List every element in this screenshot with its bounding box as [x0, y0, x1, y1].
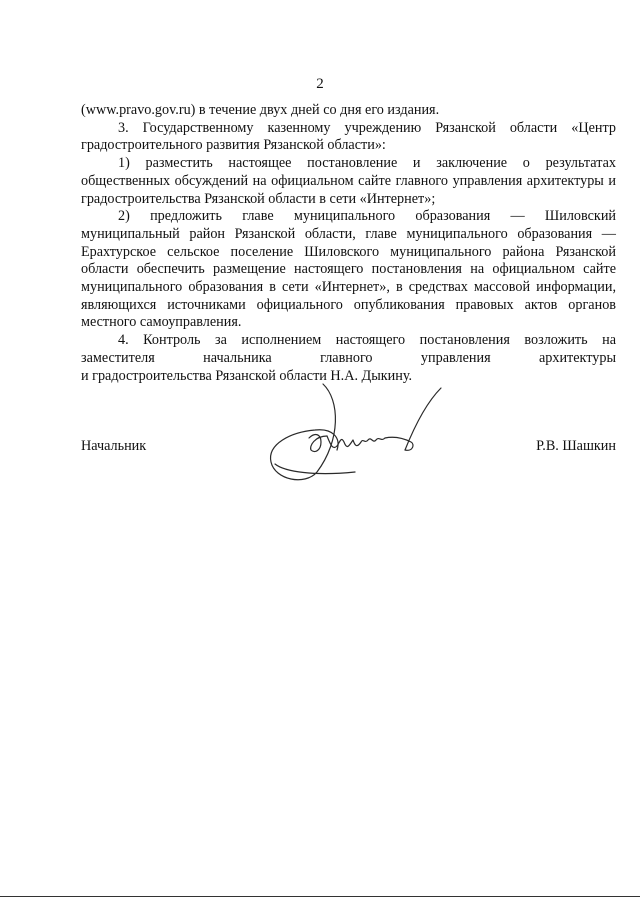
signatory-name: Р.В. Шашкин	[536, 438, 616, 454]
signatory-title: Начальник	[81, 438, 147, 454]
document-body	[81, 102, 616, 385]
page-number: 2	[316, 76, 324, 92]
paragraph-3-2: 2) предложить главе муниципального образования — Шиловский муниципальный район Рязанской области, главе муниципального образования — Ерахтурское сельское поселение Шиловского муниципального района Рязанской области обеспечить размещение настоящего постановления на официальном сайте муниципального образования в сети «Интернет», в средствах массовой информации, являющихся источниками официального опубликования правовых актов органов местного самоуправления.	[81, 208, 616, 331]
paragraph-4-line-1: 4. Контроль за исполнением настоящего постановления возложить на заместителя начальника главного управления архитектуры	[81, 332, 616, 366]
signature-block	[81, 438, 616, 498]
paragraph-3-1: 1) разместить настоящее постановление и заключение о результатах общественных обсуждений на официальном сайте главного управления архитектуры и градостроительства Рязанской области в сети «Интернет»;	[81, 155, 616, 207]
paragraph-continuation: (www.pravo.gov.ru) в течение двух дней со дня его издания.	[81, 102, 440, 118]
page-bottom-rule	[0, 896, 640, 897]
paragraph-3: 3. Государственному казенному учреждению Рязанской области «Центр градостроительного развития Рязанской области»:	[81, 119, 616, 154]
paragraph-4-line-2: и градостроительства Рязанской области Н.А. Дыкину.	[81, 367, 413, 384]
